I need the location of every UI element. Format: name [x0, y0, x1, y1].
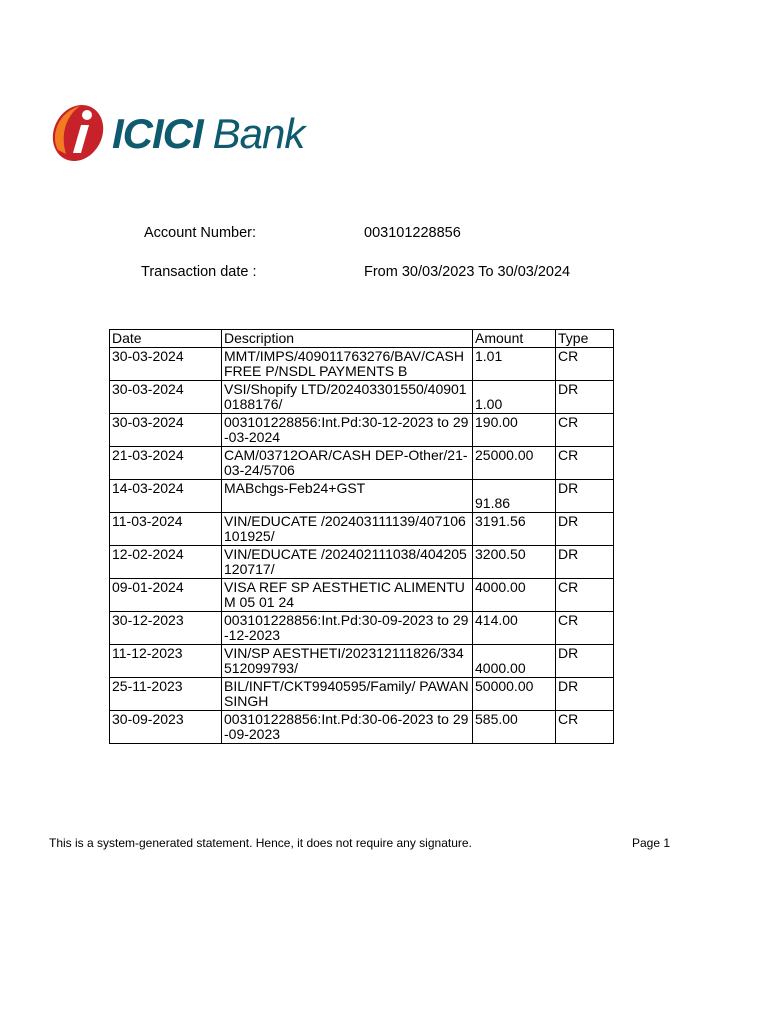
- cell-description: VIN/EDUCATE /202403111139/407106101925/: [222, 513, 473, 546]
- table-row: [110, 381, 614, 414]
- cell-amount: 4000.00: [473, 645, 556, 678]
- cell-type: DR: [556, 546, 614, 579]
- cell-amount: 3200.50: [473, 546, 556, 579]
- cell-description: MABchgs-Feb24+GST: [222, 480, 473, 513]
- cell-description: CAM/03712OAR/CASH DEP-Other/21-03-24/5706: [222, 447, 473, 480]
- cell-date: 30-03-2024: [110, 381, 222, 414]
- icici-logo-icon: [48, 98, 110, 164]
- bank-name-primary: ICICI: [112, 110, 203, 157]
- cell-date: 09-01-2024: [110, 579, 222, 612]
- table-row: [110, 645, 614, 678]
- cell-description: MMT/IMPS/409011763276/BAV/CASHFREE P/NSDL PAYMENTS B: [222, 348, 473, 381]
- cell-amount: 4000.00: [473, 579, 556, 612]
- account-number-label: Account Number:: [144, 225, 257, 241]
- cell-description: 003101228856:Int.Pd:30-09-2023 to 29-12-2023: [222, 612, 473, 645]
- bank-name-secondary: Bank: [212, 110, 305, 157]
- cell-date: 14-03-2024: [110, 480, 222, 513]
- cell-type: CR: [556, 447, 614, 480]
- cell-type: CR: [556, 612, 614, 645]
- cell-description: 003101228856:Int.Pd:30-12-2023 to 29-03-2024: [222, 414, 473, 447]
- cell-amount: 414.00: [473, 612, 556, 645]
- cell-amount: 3191.56: [473, 513, 556, 546]
- cell-type: CR: [556, 414, 614, 447]
- header-description: Description: [222, 330, 473, 348]
- cell-type: CR: [556, 711, 614, 744]
- cell-amount: 1.01: [473, 348, 556, 381]
- transaction-date-label: Transaction date :: [141, 264, 257, 280]
- table-row: [110, 480, 614, 513]
- cell-date: 30-12-2023: [110, 612, 222, 645]
- cell-type: DR: [556, 480, 614, 513]
- table-row: [110, 348, 614, 381]
- cell-amount: 190.00: [473, 414, 556, 447]
- cell-date: 30-03-2024: [110, 414, 222, 447]
- cell-type: CR: [556, 348, 614, 381]
- cell-amount: 91.86: [473, 480, 556, 513]
- cell-date: 30-03-2024: [110, 348, 222, 381]
- page-number: Page 1: [632, 836, 671, 850]
- cell-amount: 1.00: [473, 381, 556, 414]
- header-date: Date: [110, 330, 222, 348]
- header-type: Type: [556, 330, 614, 348]
- table-row: [110, 414, 614, 447]
- cell-date: 25-11-2023: [110, 678, 222, 711]
- cell-type: DR: [556, 381, 614, 414]
- table-row: [110, 513, 614, 546]
- bank-logo: [48, 96, 304, 166]
- table-row: [110, 447, 614, 480]
- cell-type: CR: [556, 579, 614, 612]
- cell-date: 11-12-2023: [110, 645, 222, 678]
- cell-type: DR: [556, 645, 614, 678]
- cell-date: 12-02-2024: [110, 546, 222, 579]
- table-row: [110, 579, 614, 612]
- cell-description: BIL/INFT/CKT9940595/Family/ PAWAN SINGH: [222, 678, 473, 711]
- table-row: [110, 546, 614, 579]
- table-row: [110, 612, 614, 645]
- cell-amount: 50000.00: [473, 678, 556, 711]
- cell-date: 21-03-2024: [110, 447, 222, 480]
- cell-description: 003101228856:Int.Pd:30-06-2023 to 29-09-2023: [222, 711, 473, 744]
- header-amount: Amount: [473, 330, 556, 348]
- cell-description: VISA REF SP AESTHETIC ALIMENTUM 05 01 24: [222, 579, 473, 612]
- transactions-table: [109, 329, 614, 744]
- cell-date: 30-09-2023: [110, 711, 222, 744]
- table-row: [110, 711, 614, 744]
- account-number-value: 003101228856: [364, 225, 461, 241]
- cell-date: 11-03-2024: [110, 513, 222, 546]
- bank-name: [112, 110, 305, 157]
- cell-amount: 25000.00: [473, 447, 556, 480]
- cell-amount: 585.00: [473, 711, 556, 744]
- cell-description: VIN/EDUCATE /202402111038/404205120717/: [222, 546, 473, 579]
- cell-type: DR: [556, 678, 614, 711]
- cell-description: VSI/Shopify LTD/20240330155​0/409010188176/: [222, 381, 473, 414]
- table-header-row: [110, 330, 614, 348]
- table-row: [110, 678, 614, 711]
- cell-description: VIN/SP AESTHETI/202312111826/334512099793/: [222, 645, 473, 678]
- cell-type: DR: [556, 513, 614, 546]
- transaction-date-value: From 30/03/2023 To 30/03/2024: [364, 264, 571, 280]
- footer-note: This is a system-generated statement. Hence, it does not require any signature.: [49, 836, 472, 850]
